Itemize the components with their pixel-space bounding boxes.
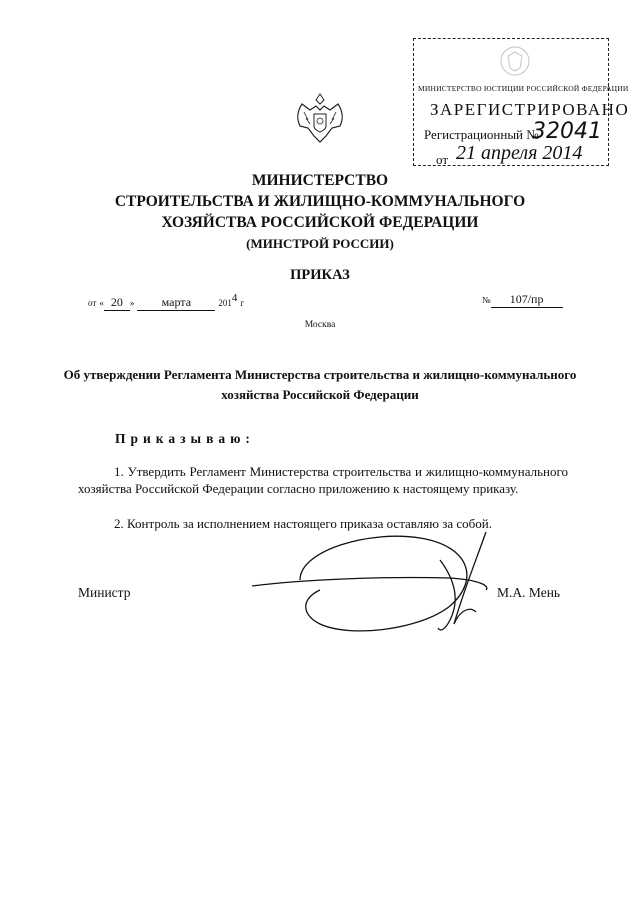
date-month: марта [137, 295, 215, 311]
coat-of-arms-icon [290, 90, 350, 146]
ministry-line-2: СТРОИТЕЛЬСТВА И ЖИЛИЩНО-КОММУНАЛЬНОГО [114, 193, 526, 210]
date-day: 20 [104, 295, 130, 311]
signatory-name: М.А. Мень [497, 585, 561, 600]
handwritten-signature [240, 520, 500, 640]
order-subject: Об утверждении Регламента Министерства строительства и жилищно-коммунального хозяйства Российской Федерации [63, 367, 577, 402]
order-item-1: 1. Утвердить Регламент Министерства строительства и жилищно-коммунального хозяйства Российской Федерации согласно приложению к настоящему приказу. [78, 464, 568, 496]
document-type: ПРИКАЗ [290, 267, 350, 283]
order-word: Приказываю: [115, 431, 255, 446]
ministry-line-1: МИНИСТЕРСТВО [251, 172, 389, 189]
order-date: от « 20 » марта $201^4$ г [88, 292, 245, 309]
date-from-label: от [88, 298, 97, 308]
stamp-status: ЗАРЕГИСТРИРОВАНО [430, 100, 630, 119]
number-label: № [482, 295, 491, 305]
stamp-date: 21 апреля 2014 [456, 142, 583, 164]
order-item-2: 2. Контроль за исполнением настоящего приказа оставляю за собой. [114, 516, 492, 531]
ministry-line-3: ХОЗЯЙСТВА РОССИЙСКОЙ ФЕДЕРАЦИИ [161, 214, 479, 231]
date-year-suffix: 4 [231, 292, 238, 304]
city: Москва [304, 320, 336, 330]
stamp-authority: МИНИСТЕРСТВО ЮСТИЦИИ РОССИЙСКОЙ ФЕДЕРАЦИИ [418, 84, 629, 93]
date-year-g: г [240, 298, 245, 308]
stamp-emblem-icon [498, 44, 532, 78]
signatory-position: Министр [78, 585, 131, 600]
ministry-short-name: (МИНСТРОЙ РОССИИ) [246, 236, 394, 251]
order-number [482, 292, 563, 308]
stamp-reg-number: 32041 [532, 119, 602, 144]
stamp-date-prefix: от [436, 152, 449, 167]
ministry-name [0, 170, 640, 233]
date-year-prefix: 201 [218, 298, 232, 308]
number-value: 107/пр [491, 292, 563, 308]
stamp-reg-label: Регистрационный № [424, 127, 539, 142]
